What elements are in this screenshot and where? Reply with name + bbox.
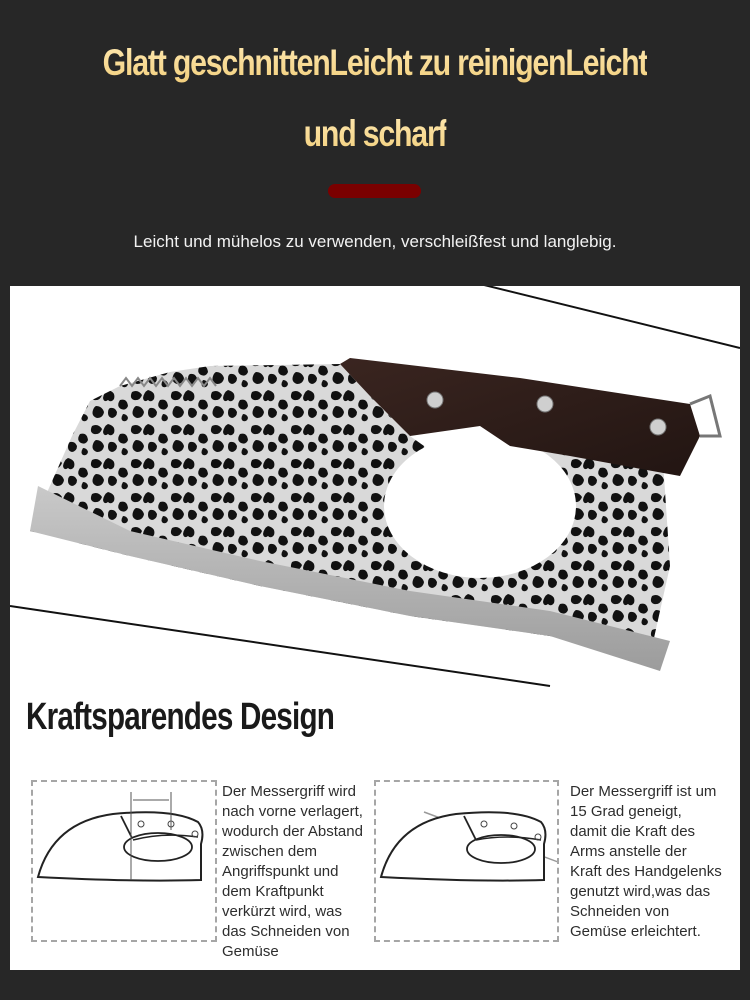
section-title: Kraftsparendes Design <box>26 696 335 738</box>
knife-outline-icon <box>376 782 557 940</box>
diagram-handle-forward <box>31 780 217 942</box>
description-handle-forward: Der Messergriff wird nach vorne verlagert, wodurch der Abstand zwischen dem Angriffspunkt und dem Kraftpunkt verkürzt wird, was das Schneiden von Gemüse <box>222 783 363 960</box>
accent-divider <box>328 184 421 198</box>
product-panel <box>10 286 740 970</box>
headline-line-2: und scharf <box>303 113 447 154</box>
description-handle-tilted: Der Messergriff ist um 15 Grad geneigt, damit die Kraft des Arms anstelle der Kraft des Handgelenks genutzt wird,was das Schneiden von Gemüse erleichtert. <box>570 783 722 940</box>
rivet <box>650 419 666 435</box>
headline-line-1: Glatt geschnittenLeicht zu reinigenLeicht <box>102 42 648 83</box>
rivet <box>537 396 553 412</box>
rivet <box>427 392 443 408</box>
diagonal-line-2 <box>480 286 740 348</box>
knife-outline-icon <box>33 782 215 940</box>
diagram-handle-tilted <box>374 780 559 942</box>
subtitle: Leicht und mühelos zu verwenden, verschleißfest und langlebig. <box>133 232 617 251</box>
